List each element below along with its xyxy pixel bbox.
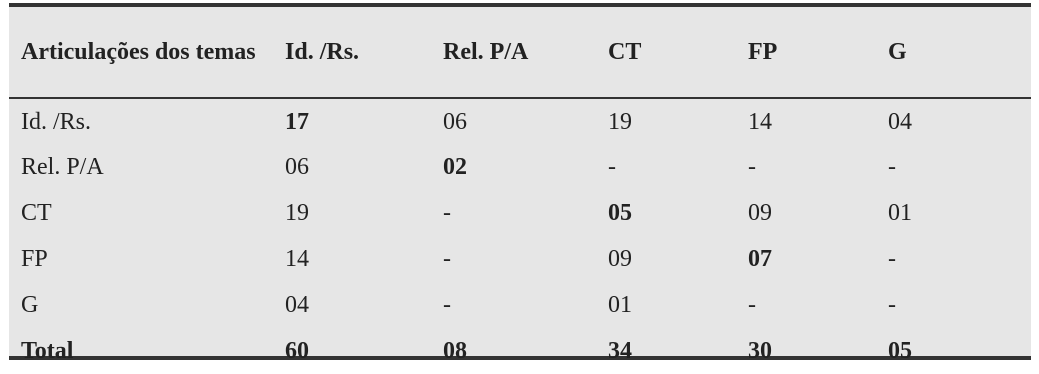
table-cell: 01: [608, 292, 632, 318]
table-cell: 07: [748, 246, 772, 272]
header-cell-themes: Articulações dos temas: [21, 39, 256, 65]
table-row: [9, 98, 1031, 144]
row-label: CT: [21, 200, 52, 226]
table-cell: -: [888, 154, 896, 180]
table-cell: 06: [285, 154, 309, 180]
table-cell: 04: [888, 108, 912, 135]
table-cell: 09: [748, 200, 772, 226]
row-label: Total: [21, 338, 74, 364]
table-cell: 04: [285, 292, 309, 318]
table-cell: 08: [443, 338, 467, 364]
table-row: [9, 236, 1031, 282]
row-label: FP: [21, 246, 48, 272]
table-cell: 14: [285, 246, 309, 272]
table-cell: -: [443, 200, 451, 226]
table-header-row: [9, 7, 1031, 98]
header-cell-ct: CT: [608, 39, 642, 65]
table-cell: -: [888, 246, 896, 272]
table-cell: 30: [748, 338, 772, 364]
header-cell-g: G: [888, 39, 907, 65]
table-cell: 02: [443, 154, 467, 180]
table-cell: 09: [608, 246, 632, 272]
row-label: G: [21, 292, 39, 318]
table-cell: 19: [608, 108, 632, 135]
table-cell: 60: [285, 338, 309, 364]
table-row: [9, 282, 1031, 328]
table-cell: -: [443, 246, 451, 272]
table-cell: 05: [608, 200, 632, 226]
theme-articulation-table: [9, 7, 1031, 374]
table-cell: -: [748, 154, 756, 180]
header-cell-rel-pa: Rel. P/A: [443, 39, 529, 65]
table-cell: 34: [608, 338, 632, 364]
table-total-row: [9, 328, 1031, 374]
table-row: [9, 144, 1031, 190]
table-cell: 06: [443, 108, 467, 135]
table-cell: -: [443, 292, 451, 318]
row-label: Rel. P/A: [21, 154, 104, 180]
table-cell: -: [888, 292, 896, 318]
table-cell: 01: [888, 200, 912, 226]
table-cell: 17: [285, 108, 309, 135]
row-label: Id. /Rs.: [21, 108, 92, 135]
table-cell: -: [748, 292, 756, 318]
table-cell: 19: [285, 200, 309, 226]
table-cell: 14: [748, 108, 772, 135]
header-cell-fp: FP: [748, 39, 778, 65]
header-cell-id-rs: Id. /Rs.: [285, 39, 360, 65]
table-row: [9, 190, 1031, 236]
table-cell: 05: [888, 338, 912, 364]
data-table-container: [9, 3, 1031, 364]
table-cell: -: [608, 154, 616, 180]
